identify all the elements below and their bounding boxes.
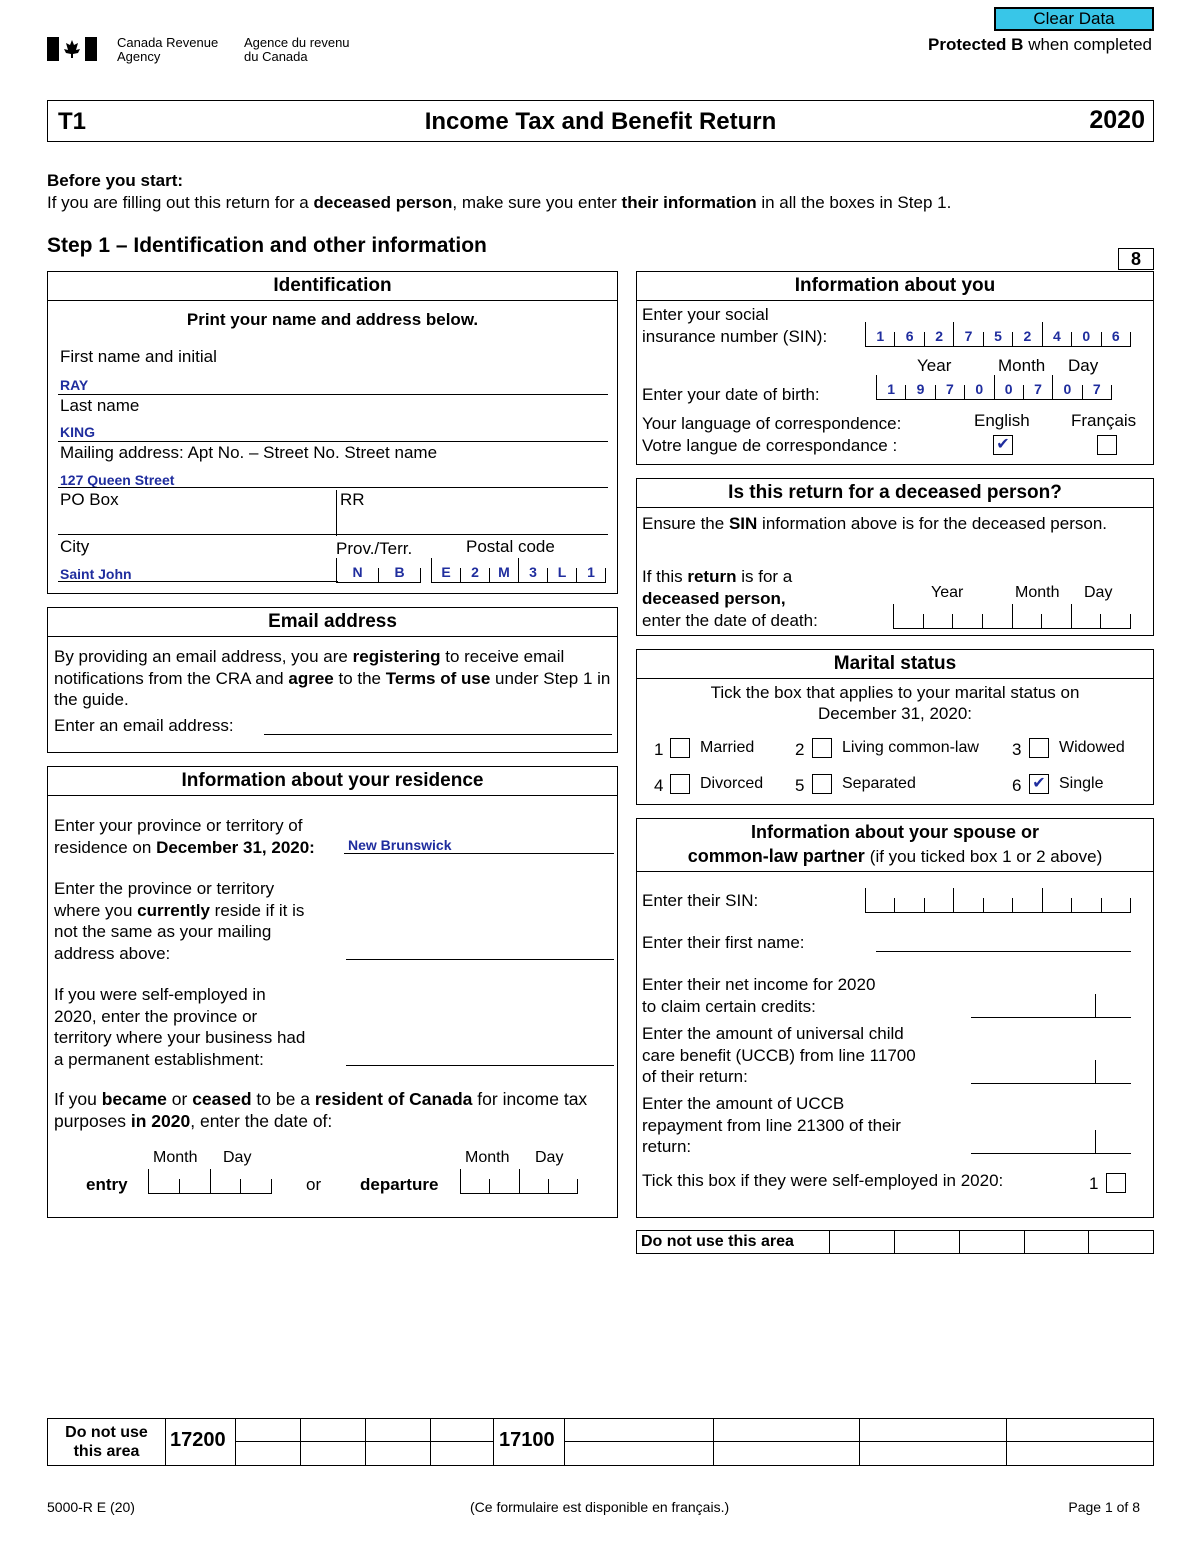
spouse-self-employed-num: 1: [1089, 1174, 1099, 1193]
form-number: 5000-R E (20): [47, 1499, 135, 1515]
do-not-use-label-small: Do not use this area: [641, 1233, 794, 1250]
email-input[interactable]: [264, 716, 612, 735]
spouse-sin-field[interactable]: [865, 889, 1131, 913]
postal-code-field[interactable]: E 2 M 3 L 1: [431, 559, 606, 583]
prov-label: Prov./Terr.: [336, 539, 413, 558]
sin-label: Enter your social insurance number (SIN):: [642, 305, 828, 346]
married-checkbox[interactable]: [670, 738, 690, 758]
single-label: Single: [1059, 775, 1104, 792]
departure-label: departure: [360, 1175, 439, 1194]
email-section: [47, 607, 618, 753]
postal-label: Postal code: [466, 537, 555, 556]
page-number: Page 1 of 8: [1068, 1499, 1140, 1515]
marital-instructions: Tick the box that applies to your marital status on December 31, 2020:: [710, 683, 1080, 723]
email-consent-text: By providing an email address, you are registering to receive email notifications from the CRA and agree to the Terms of use under Step 1 in the guide.: [54, 647, 611, 709]
common-law-label: Living common-law: [842, 739, 979, 756]
identification-header: Identification: [48, 272, 617, 301]
marital-header: Marital status: [637, 650, 1153, 679]
spouse-sin-label: Enter their SIN:: [642, 891, 759, 910]
last-name-field[interactable]: KING: [60, 424, 95, 440]
residence-q2: Enter the province or territory where you currently reside if it is not the same as your mailing address above:: [54, 879, 305, 963]
language-label-en: Your language of correspondence:: [642, 414, 902, 433]
death-year-label: Year: [931, 584, 964, 601]
do-not-use-area: [47, 1418, 1154, 1466]
deceased-section: [636, 478, 1154, 636]
spouse-header: Information about your spouse or common-law partner (if you ticked box 1 or 2 above): [637, 819, 1153, 872]
spouse-self-employed-checkbox[interactable]: [1106, 1173, 1126, 1193]
separated-num: 5: [795, 776, 805, 795]
sin-field[interactable]: 1 6 2 7 5 2 4 0 6: [865, 323, 1131, 347]
identification-section: [47, 271, 618, 594]
spouse-net-income-label: Enter their net income for 2020 to claim certain credits:: [642, 975, 876, 1016]
about-you-section: [636, 271, 1154, 465]
city-field[interactable]: Saint John: [60, 566, 132, 582]
about-you-header: Information about you: [637, 272, 1153, 301]
uccb-repayment-field[interactable]: [971, 1130, 1131, 1154]
spouse-self-employed-label: Tick this box if they were self-employed in 2020:: [642, 1171, 1004, 1190]
residence-q4: If you became or ceased to be a resident of Canada for income tax purposes in 2020, enter the date of:: [54, 1089, 588, 1131]
title-bar: [47, 100, 1154, 142]
do-not-use-label: Do not use this area: [65, 1424, 148, 1460]
francais-checkbox[interactable]: [1097, 435, 1117, 455]
divorced-num: 4: [654, 776, 664, 795]
spouse-first-name-field[interactable]: [876, 932, 1131, 952]
mailing-address-field[interactable]: 127 Queen Street: [60, 472, 175, 488]
deceased-header: Is this return for a deceased person?: [637, 479, 1153, 508]
dob-label: Enter your date of birth:: [642, 385, 820, 404]
code-17100: 17100: [499, 1429, 555, 1451]
entry-label: entry: [86, 1175, 128, 1194]
province-field[interactable]: N B: [336, 559, 421, 583]
widowed-num: 3: [1012, 740, 1022, 759]
entry-date-field[interactable]: [148, 1170, 272, 1194]
uccb-repayment-label: Enter the amount of UCCB repayment from line 21300 of their return:: [642, 1094, 901, 1156]
deceased-note: Ensure the SIN information above is for the deceased person.: [642, 514, 1107, 533]
commonlaw-num: 2: [795, 740, 805, 759]
step-title: Step 1 – Identification and other information: [47, 234, 487, 257]
entry-month-label: Month: [153, 1149, 198, 1166]
departure-date-field[interactable]: [460, 1170, 578, 1194]
widowed-checkbox[interactable]: [1029, 738, 1049, 758]
residence-q3: If you were self-employed in 2020, enter the province or territory where your business had a permanent establishment:: [54, 985, 306, 1069]
english-label: English: [974, 411, 1030, 430]
mailing-address-label: Mailing address: Apt No. – Street No. Street name: [60, 443, 438, 462]
or-label: or: [306, 1175, 322, 1194]
uccb-label: Enter the amount of universal child care benefit (UCCB) from line 11700 of their return:: [642, 1024, 916, 1086]
email-label: Enter an email address:: [54, 716, 234, 735]
death-date-field[interactable]: [893, 605, 1131, 629]
first-name-label: First name and initial: [60, 347, 217, 366]
residence-q1: Enter your province or territory of residence on December 31, 2020:: [54, 816, 315, 857]
common-law-checkbox[interactable]: [812, 738, 832, 758]
residence-section: [47, 766, 618, 1218]
intro-text: If you are filling out this return for a deceased person, make sure you enter their information in all the boxes in Step 1.: [47, 193, 952, 212]
departure-day-label: Day: [535, 1149, 564, 1166]
agency-name-fr: Agence du revenu du Canada: [244, 35, 350, 64]
rr-label: RR: [340, 490, 365, 509]
separated-label: Separated: [842, 775, 916, 792]
dob-day-label: Day: [1068, 356, 1099, 375]
page-indicator-box: 8: [1118, 248, 1154, 270]
single-checkbox[interactable]: ✔: [1029, 774, 1049, 794]
spouse-section: [636, 818, 1154, 1218]
first-name-field[interactable]: RAY: [60, 377, 89, 393]
email-header: Email address: [48, 608, 617, 637]
page-title: Income Tax and Benefit Return: [424, 108, 777, 135]
dob-field[interactable]: 1 9 7 0 0 7 0 7: [876, 376, 1112, 400]
current-residence-field[interactable]: [346, 941, 614, 960]
departure-month-label: Month: [465, 1149, 510, 1166]
separated-checkbox[interactable]: [812, 774, 832, 794]
marital-section: [636, 649, 1154, 805]
intro-heading: Before you start:: [47, 171, 184, 190]
tax-year: 2020: [1089, 106, 1145, 134]
code-17200: 17200: [170, 1429, 226, 1451]
widowed-label: Widowed: [1059, 739, 1125, 756]
language-label-fr: Votre langue de correspondance :: [642, 436, 898, 455]
deceased-question: If this return is for a deceased person, enter the date of death:: [642, 567, 818, 630]
francais-label: Français: [1071, 411, 1137, 430]
married-num: 1: [654, 740, 664, 759]
dob-month-label: Month: [998, 356, 1046, 375]
protected-label: Protected B when completed: [928, 35, 1152, 54]
residence-header: Information about your residence: [48, 767, 617, 796]
entry-day-label: Day: [223, 1149, 252, 1166]
po-box-label: PO Box: [60, 490, 119, 509]
form-code: T1: [58, 108, 87, 135]
uccb-field[interactable]: [971, 1060, 1131, 1084]
agency-name-en: Canada Revenue Agency: [117, 35, 219, 64]
spouse-first-name-label: Enter their first name:: [642, 933, 805, 952]
divorced-checkbox[interactable]: [670, 774, 690, 794]
do-not-use-area-small: [636, 1230, 1154, 1254]
married-label: Married: [700, 739, 755, 756]
spouse-net-income-field[interactable]: [971, 994, 1131, 1018]
single-num: 6: [1012, 776, 1022, 795]
ident-subheader: Print your name and address below.: [186, 310, 479, 329]
last-name-label: Last name: [60, 396, 140, 415]
business-province-field[interactable]: [346, 1047, 614, 1066]
canada-flag-icon: [47, 37, 97, 61]
province-residence-field[interactable]: New Brunswick: [348, 837, 452, 853]
clear-data-button[interactable]: Clear Data: [994, 7, 1154, 31]
po-box-field[interactable]: [58, 517, 608, 535]
english-checkbox[interactable]: ✔: [993, 435, 1013, 455]
city-label: City: [60, 537, 90, 556]
death-month-label: Month: [1015, 584, 1060, 601]
divorced-label: Divorced: [700, 775, 764, 792]
french-notice: (Ce formulaire est disponible en français.): [470, 1499, 730, 1515]
dob-year-label: Year: [917, 356, 952, 375]
death-day-label: Day: [1084, 584, 1113, 601]
